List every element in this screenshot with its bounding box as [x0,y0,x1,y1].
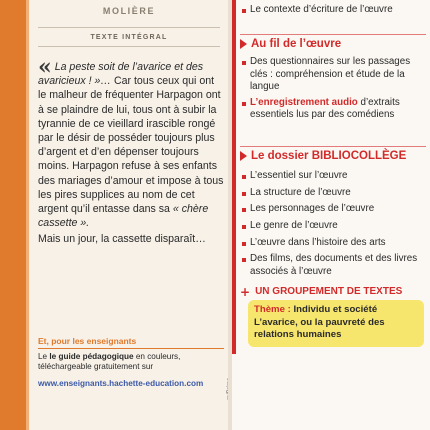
audio-label: L’enregistrement audio [250,96,358,108]
orange-inner-line [26,0,29,430]
divider [38,348,224,349]
summary-body: Car tous ceux qui ont le malheur de fréquenter Harpagon ont à se plaindre de lui, tous ont à subir la tyrannie de ce vieillard irascible rongé par le désir de posséder toujours plus d’argent et d’en dépenser toujours moins. Harpagon refuse à ses enfants des mariages d’amour et impose à tous les pires supplices au nom de cet argent qu’il entasse dans sa [38,75,224,216]
list-item: Le contexte d’écriture de l’œuvre [238,4,426,17]
text-group-title [238,286,428,297]
divider [240,146,426,147]
teachers-guide-label: le guide pédagogique [49,352,134,361]
dossier-prefix: Le dossier [251,150,312,162]
edition-label: TEXTE INTÉGRAL [90,34,168,41]
theme-description: L’avarice, ou la pauvreté des relations humaines [254,316,385,340]
orange-border-strip [0,0,26,430]
teachers-body [38,352,224,372]
theme-value: Individu et société [293,304,378,315]
list-item: Des questionnaires sur les passages clés : compréhension et étude de la langue [238,56,426,94]
theme-box [248,300,424,347]
teachers-body-rest: en couleurs, téléchargeable gratuitement sur [38,352,181,371]
quote-mark-icon: « [38,54,52,80]
text-group-box [238,286,428,354]
list-item: L’essentiel sur l’œuvre [238,170,426,183]
contents-column [232,0,430,430]
section-dossier-label [251,150,406,162]
summary-cassette-quote: « chère cassette ». [38,203,209,230]
list-item: Les personnages de l’œuvre [238,203,426,216]
list-item: Des films, des documents et des livres associés à l’œuvre [238,253,426,278]
summary-text [38,54,224,249]
section-dossier-title [240,150,406,162]
divider [38,46,220,47]
divider [38,27,220,28]
summary-paragraph-2: Mais un jour, la cassette disparaît… [38,233,206,246]
arrow-right-icon [240,151,247,161]
theme-label: Thème : [254,304,291,315]
fil-list [238,56,426,125]
text-group-label: UN GROUPEMENT DE TEXTES [255,286,403,297]
list-item: L’œuvre dans l’histoire des arts [238,237,426,250]
dossier-list [238,170,426,283]
summary-quote: La peste soit de l’avarice et des avaricieux ! »… [38,61,204,88]
teachers-body-prefix: Le [38,352,50,361]
section-fil-title [240,38,341,50]
red-accent-bar [232,0,236,354]
list-item: La structure de l’œuvre [238,187,426,200]
plus-icon: + [240,284,251,299]
context-item [238,4,426,17]
teachers-website-link[interactable]: www.enseignants.hachette-education.com [38,379,204,388]
dossier-brand: BIBLIOCOLLÈGE [311,150,407,162]
section-fil-label: Au fil de l’œuvre [251,38,342,50]
author-name: MOLIÈRE [102,6,156,16]
arrow-right-icon [240,39,247,49]
summary-paragraph-1 [38,54,224,230]
list-item: Le genre de l’œuvre [238,220,426,233]
audio-desc: d’extraits essentiels lus par des comédiens [250,96,400,120]
list-item-audio [238,97,426,122]
summary-column [30,0,228,430]
divider [240,34,426,35]
teachers-title: Et, pour les enseignants [38,336,137,346]
